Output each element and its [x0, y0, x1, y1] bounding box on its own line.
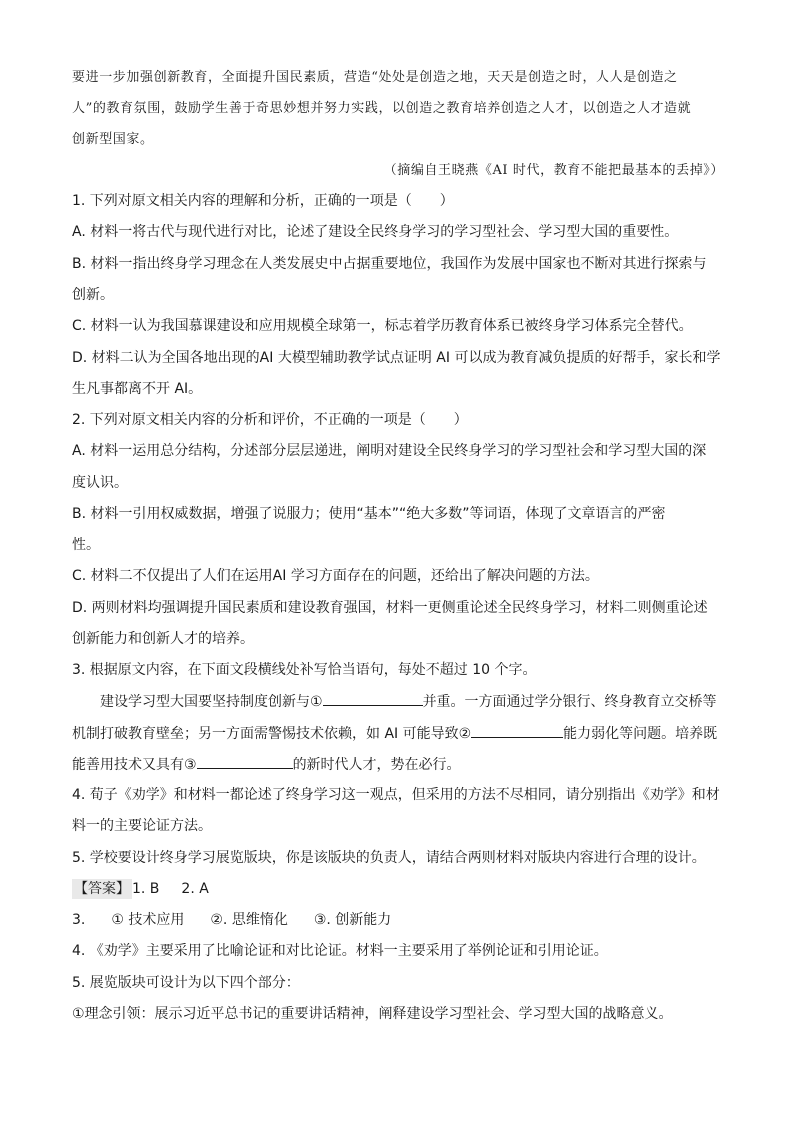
answer-blank-2[interactable] [471, 723, 563, 738]
q3-stem: 3. 根据原文内容，在下面文段横线处补写恰当语句，每处不超过 10 个字。 [72, 662, 537, 678]
passage-source: （摘编自王晓燕《AI 时代，教育不能把最基本的丢掉》） [383, 163, 724, 178]
q2-option-a-line2: 度认识。 [72, 475, 128, 491]
answer-5-part-1: ①理念引领：展示习近平总书记的重要讲话精神，阐释建设学习型社会、学习型大国的战略意义。 [72, 1006, 673, 1022]
q2-option-c: C. 材料二不仅提出了人们在运用AI 学习方面存在的问题，还给出了解决问题的方法。 [72, 568, 599, 584]
q1-option-d-line1: D. 材料二认为全国各地出现的AI 大模型辅助教学试点证明 AI 可以成为教育减负提质的好帮手，家长和学 [72, 350, 721, 366]
passage-line-2: 人”的教育氛围，鼓励学生善于奇思妙想并努力实践，以创造之教育培养创造之人才，以创造之人才造就 [72, 101, 692, 116]
q2-option-d-line2: 创新能力和创新人才的培养。 [72, 631, 254, 647]
q2-option-d-line1: D. 两则材料均强调提升国民素质和建设教育强国，材料一更侧重论述全民终身学习，材料二则侧重论述 [72, 600, 708, 616]
answer-line-3 [72, 910, 391, 930]
q1-option-d-line2: 生凡事都离不开 AI。 [72, 381, 203, 397]
q3-paragraph-line1 [72, 691, 717, 712]
answer-blank-1[interactable] [323, 691, 423, 706]
q4-line2: 料一的主要论证方法。 [72, 818, 212, 834]
q1-option-b-line1: B. 材料一指出终身学习理念在人类发展史中占据重要地位，我国作为发展中国家也不断对其进行探索与 [72, 256, 707, 272]
answer-1: 1. B [132, 881, 160, 897]
q3-text: 机制打破教育壁垒；另一方面需警惕技术依赖，如 AI 可能导致② [72, 726, 472, 742]
answer-3-2: ②. 思维惰化 [210, 912, 288, 928]
q2-option-b-line2: 性。 [72, 537, 100, 553]
q3-text: 建设学习型大国要坚持制度创新与① [100, 694, 323, 710]
q2-option-a-line1: A. 材料一运用总分结构，分述部分层层递进，阐明对建设全民终身学习的学习型社会和学习型大国的深 [72, 443, 707, 459]
q1-option-c: C. 材料一认为我国慕课建设和应用规模全球第一，标志着学历教育体系已被终身学习体系完全替代。 [72, 318, 693, 334]
q2-option-b-line1: B. 材料一引用权威数据，增强了说服力；使用“基本”“绝大多数”等词语，体现了文章语言的严密 [72, 506, 666, 522]
q1-stem: 1. 下列对原文相关内容的理解和分析，正确的一项是（ ） [72, 193, 454, 209]
q3-paragraph-line3 [72, 754, 461, 775]
answer-4: 4. 《劝学》主要采用了比喻论证和对比论证。材料一主要采用了举例论证和引用论证。 [72, 943, 608, 959]
answer-3-1: ① 技术应用 [111, 912, 185, 928]
answer-blank-3[interactable] [197, 754, 293, 769]
passage-line-1: 要进一步加强创新教育，全面提升国民素质，营造“处处是创造之地，天天是创造之时，人人是创造之 [72, 70, 678, 85]
answer-3-number: 3. [72, 912, 86, 928]
q1-option-b-line2: 创新。 [72, 287, 114, 303]
q2-stem: 2. 下列对原文相关内容的分析和评价，不正确的一项是（ ） [72, 412, 468, 428]
answer-2: 2. A [181, 881, 209, 897]
q4-line1: 4. 荀子《劝学》和材料一都论述了终身学习这一观点，但采用的方法不尽相同，请分别指出《劝学》和材 [72, 787, 720, 803]
q3-paragraph-line2 [72, 723, 717, 744]
answer-label: 【答案】 [74, 881, 130, 897]
q3-text: 能力弱化等问题。培养既 [563, 726, 718, 742]
answer-line-1-2 [72, 879, 209, 899]
q3-text: 能善用技术又具有③ [72, 757, 197, 773]
answer-3-3: ③. 创新能力 [313, 912, 392, 928]
answer-5-intro: 5. 展览版块可设计为以下四个部分： [72, 975, 300, 991]
q1-option-a: A. 材料一将古代与现代进行对比，论述了建设全民终身学习的学习型社会、学习型大国的重要性。 [72, 224, 679, 240]
q3-text: 并重。一方面通过学分银行、终身教育立交桥等 [422, 694, 717, 710]
q3-text: 的新时代人才，势在必行。 [292, 757, 461, 773]
q5-line1: 5. 学校要设计终身学习展览版块，你是该版块的负责人，请结合两则材料对版块内容进行合理的设计。 [72, 850, 706, 866]
passage-line-3: 创新型国家。 [72, 132, 154, 147]
